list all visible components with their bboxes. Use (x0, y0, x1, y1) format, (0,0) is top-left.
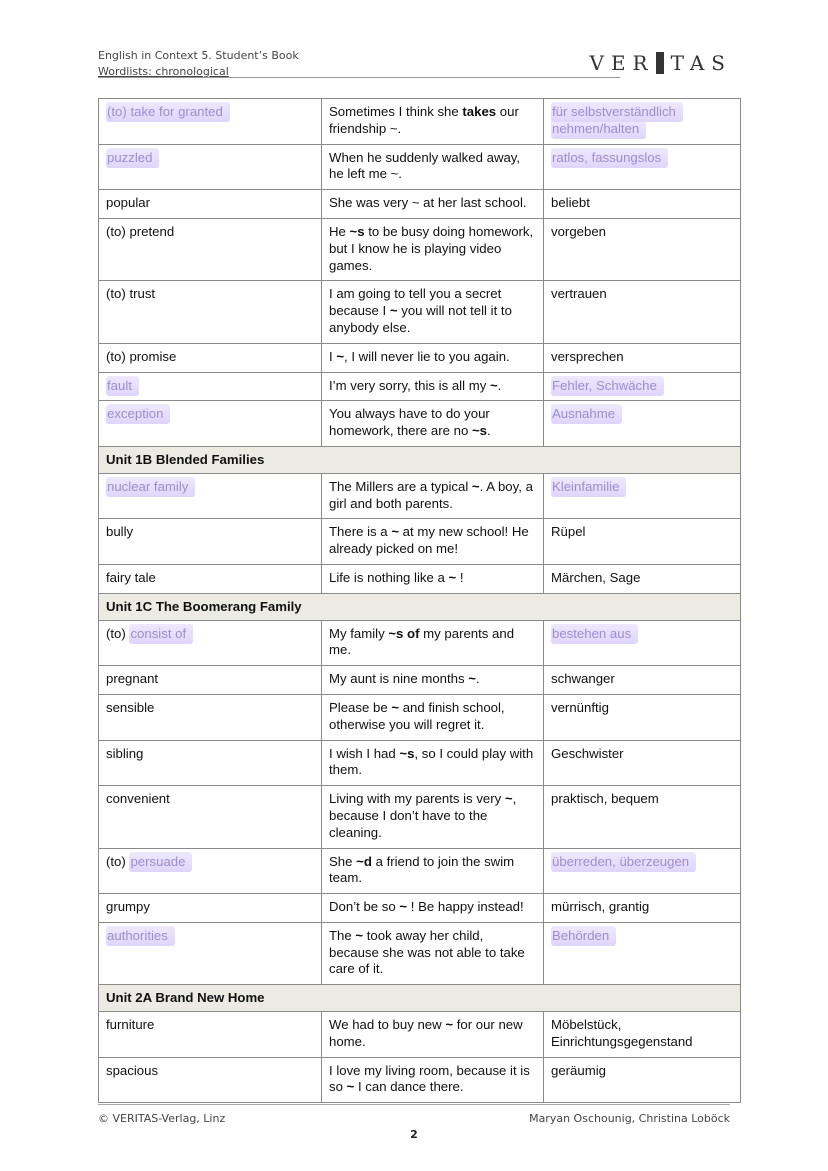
example-cell (322, 740, 544, 786)
vocab-word: sibling (106, 745, 144, 761)
example-keyword: ~ (489, 377, 498, 393)
vocab-word: furniture (106, 1017, 155, 1033)
author-credit: Maryan Oschounig, Christina Loböck (529, 1112, 730, 1125)
book-title: English in Context 5. Student’s Book (98, 49, 299, 62)
page-footer (98, 1104, 730, 1144)
word-cell (99, 1057, 322, 1103)
example-text: The Millers are a typical (329, 478, 472, 494)
word-prefix: (to) (106, 853, 130, 869)
example-text: I’m very sorry, this is all my (329, 377, 490, 393)
example-cell (322, 564, 544, 593)
translation-text: ratlos, fassungslos (551, 148, 668, 168)
example-text: When he suddenly walked away, he left me ~. (329, 149, 521, 182)
example-keyword: ~ (448, 569, 457, 585)
example-text: There is a (329, 524, 392, 540)
vocab-row (99, 281, 741, 343)
veritas-logo (590, 52, 733, 74)
translation-cell (544, 740, 741, 786)
translation-text: praktisch, bequem (551, 791, 659, 807)
vocab-row (99, 848, 741, 894)
page-number: 2 (410, 1128, 418, 1141)
word-cell (99, 99, 322, 145)
translation-text: Geschwister (551, 745, 624, 761)
example-text: for our new home. (329, 1017, 523, 1049)
vocab-word: nuclear family (106, 477, 195, 497)
example-text: . (487, 423, 491, 439)
unit-heading: Unit 2A Brand New Home (99, 985, 741, 1012)
logo-text-left: VER (589, 51, 655, 75)
example-cell (322, 786, 544, 848)
translation-cell (544, 694, 741, 740)
word-cell (99, 564, 322, 593)
translation-text: Fehler, Schwäche (551, 376, 664, 396)
vocab-row (99, 343, 741, 372)
example-text: . (497, 377, 502, 393)
example-cell (322, 519, 544, 565)
example-text: You always have to do your homework, there are no (329, 406, 490, 439)
example-text: I love my living room, because it is so (329, 1062, 530, 1095)
word-cell (99, 894, 322, 923)
vocab-row (99, 564, 741, 593)
example-text: I wish I had (329, 745, 400, 761)
vocab-row (99, 372, 741, 401)
word-prefix: (to) (106, 625, 130, 641)
translation-text: überreden, überzeugen (551, 852, 696, 872)
vocab-row (99, 401, 741, 447)
example-text: We had to buy new (329, 1017, 446, 1033)
translation-text: Möbelstück, Einrichtungsgegenstand (551, 1017, 693, 1049)
translation-text: geräumig (551, 1062, 606, 1078)
vocab-word: grumpy (106, 899, 150, 915)
example-cell (322, 372, 544, 401)
example-cell (322, 473, 544, 519)
example-keyword: ~ (355, 927, 364, 943)
example-cell (322, 281, 544, 343)
word-cell (99, 144, 322, 190)
translation-cell (544, 894, 741, 923)
example-keyword: ~ (391, 524, 400, 540)
word-cell (99, 666, 322, 695)
example-text: My family (329, 625, 389, 641)
vocab-word: fault (106, 376, 139, 396)
vocab-row (99, 694, 741, 740)
example-cell (322, 1057, 544, 1103)
example-keyword: ~ (471, 478, 480, 494)
word-cell (99, 694, 322, 740)
translation-cell (544, 564, 741, 593)
example-cell (322, 620, 544, 666)
translation-cell (544, 144, 741, 190)
example-text: Don’t be so (329, 899, 400, 915)
example-keyword: ~ (468, 671, 476, 687)
logo-text-right: TAS (670, 51, 732, 75)
example-cell (322, 144, 544, 190)
translation-cell (544, 372, 741, 401)
vocab-row (99, 620, 741, 666)
example-cell (322, 848, 544, 894)
translation-cell (544, 519, 741, 565)
example-text: The (329, 927, 356, 943)
example-cell (322, 99, 544, 145)
word-cell (99, 922, 322, 984)
vocab-word: (to) pretend (106, 223, 175, 239)
unit-heading-row (99, 446, 741, 473)
unit-heading: Unit 1C The Boomerang Family (99, 593, 741, 620)
example-keyword: ~s of (388, 625, 420, 641)
example-text: ! Be happy instead! (407, 899, 524, 915)
example-cell (322, 894, 544, 923)
example-text: you will not tell it to anybody else. (329, 303, 512, 335)
example-cell (322, 343, 544, 372)
vocab-word: (to) take for granted (106, 102, 230, 122)
translation-cell (544, 666, 741, 695)
publisher-credit: © VERITAS-Verlag, Linz (98, 1112, 226, 1125)
example-text: and finish school, otherwise you will regret it. (329, 699, 505, 732)
example-keyword: ~ (399, 899, 408, 915)
example-keyword: ~ (336, 348, 345, 364)
example-keyword: ~ (504, 791, 513, 807)
example-text: . A boy, a girl and both parents. (329, 478, 533, 511)
example-text: . (475, 671, 480, 687)
vocab-word: authorities (106, 926, 175, 946)
translation-text: versprechen (551, 348, 624, 364)
example-cell (322, 1012, 544, 1058)
word-cell (99, 620, 322, 666)
translation-text: Märchen, Sage (551, 569, 641, 585)
word-cell (99, 786, 322, 848)
vocab-row (99, 1057, 741, 1103)
translation-cell (544, 99, 741, 145)
word-cell (99, 1012, 322, 1058)
example-text: , because I don’t have to the cleaning. (329, 791, 517, 840)
vocab-row (99, 519, 741, 565)
example-text: our friendship ~. (329, 104, 519, 136)
word-cell (99, 218, 322, 280)
example-text: I (329, 348, 337, 364)
vocab-word: popular (106, 195, 150, 211)
translation-text: für selbstverständlich nehmen/halten (551, 102, 683, 139)
example-keyword: ~ (346, 1079, 355, 1095)
unit-heading: Unit 1B Blended Families (99, 446, 741, 473)
vocab-word: sensible (106, 699, 155, 715)
vocab-word: convenient (106, 791, 170, 807)
example-text: ! (456, 569, 464, 585)
example-keyword: ~s (471, 423, 487, 439)
vocab-word: pregnant (106, 671, 159, 687)
example-text: She was very ~ at her last school. (329, 195, 527, 211)
example-text: My aunt is nine months (329, 671, 469, 687)
vocab-word: consist of (129, 624, 193, 644)
translation-cell (544, 473, 741, 519)
word-cell (99, 372, 322, 401)
vocab-word: (to) trust (106, 286, 156, 302)
example-cell (322, 190, 544, 219)
example-text: at my new school! He already picked on me! (329, 524, 529, 557)
example-text: He (329, 223, 350, 239)
translation-text: Kleinfamilie (551, 477, 626, 497)
example-text: took away her child, because she was not able to take care of it. (329, 927, 525, 977)
vocab-word: spacious (106, 1062, 159, 1078)
vocab-word: fairy tale (106, 569, 156, 585)
translation-text: Behörden (551, 926, 616, 946)
translation-cell (544, 1057, 741, 1103)
example-text: I am going to tell you a secret because I (329, 286, 502, 319)
example-keyword: ~d (356, 853, 372, 869)
word-cell (99, 281, 322, 343)
vocab-row (99, 894, 741, 923)
translation-text: vernünftig (551, 699, 609, 715)
translation-text: Rüpel (551, 524, 586, 540)
example-keyword: ~s (399, 745, 415, 761)
translation-cell (544, 922, 741, 984)
translation-cell (544, 1012, 741, 1058)
section-title: Wordlists: chronological (98, 65, 229, 78)
vocab-row (99, 786, 741, 848)
wordlist-body (99, 99, 741, 1103)
translation-text: vertrauen (551, 286, 607, 302)
translation-cell (544, 848, 741, 894)
example-keyword: ~ (391, 699, 400, 715)
vocab-row (99, 190, 741, 219)
vocab-row (99, 1012, 741, 1058)
word-cell (99, 848, 322, 894)
unit-heading-row (99, 985, 741, 1012)
example-text: Living with my parents is very (329, 791, 505, 807)
word-cell (99, 519, 322, 565)
logo-bar-icon (656, 52, 664, 74)
word-cell (99, 473, 322, 519)
example-keyword: ~ (389, 303, 398, 319)
translation-cell (544, 190, 741, 219)
wordlist-table (98, 98, 741, 1103)
example-text: , so I could play with them. (329, 745, 534, 778)
translation-cell (544, 401, 741, 447)
word-cell (99, 190, 322, 219)
example-cell (322, 218, 544, 280)
translation-text: bestehen aus (551, 624, 638, 644)
example-text: Sometimes I think she (329, 104, 463, 119)
vocab-word: puzzled (106, 148, 159, 168)
translation-cell (544, 620, 741, 666)
example-keyword: ~ (445, 1017, 454, 1033)
vocab-row (99, 99, 741, 145)
example-text: my parents and me. (329, 625, 515, 658)
example-text: I can dance there. (354, 1079, 464, 1095)
vocab-row (99, 473, 741, 519)
example-text: She (329, 853, 357, 869)
example-text: , I will never lie to you again. (344, 348, 510, 364)
translation-cell (544, 281, 741, 343)
example-text: Life is nothing like a (329, 569, 449, 585)
vocab-word: (to) promise (106, 348, 177, 364)
vocab-row (99, 218, 741, 280)
vocab-row (99, 740, 741, 786)
unit-heading-row (99, 593, 741, 620)
translation-cell (544, 343, 741, 372)
translation-text: schwanger (551, 671, 615, 687)
example-text: to be busy doing homework, but I know he is playing video games. (329, 223, 534, 273)
vocab-row (99, 922, 741, 984)
example-cell (322, 666, 544, 695)
word-cell (99, 740, 322, 786)
example-cell (322, 922, 544, 984)
example-text: Please be (329, 699, 392, 715)
example-keyword: takes (462, 104, 497, 119)
translation-text: Ausnahme (551, 404, 622, 424)
page-header (98, 49, 740, 79)
word-cell (99, 401, 322, 447)
translation-text: vorgeben (551, 223, 606, 239)
vocab-row (99, 666, 741, 695)
vocab-row (99, 144, 741, 190)
translation-text: mürrisch, grantig (551, 899, 650, 915)
example-text: a friend to join the swim team. (329, 853, 515, 886)
example-cell (322, 694, 544, 740)
vocab-word: persuade (129, 852, 192, 872)
translation-cell (544, 218, 741, 280)
header-rule (98, 77, 620, 78)
vocab-word: bully (106, 524, 134, 540)
example-keyword: ~s (349, 223, 365, 239)
footer-rule (98, 1104, 730, 1105)
vocab-word: exception (106, 404, 170, 424)
example-cell (322, 401, 544, 447)
translation-cell (544, 786, 741, 848)
word-cell (99, 343, 322, 372)
translation-text: beliebt (551, 195, 590, 211)
